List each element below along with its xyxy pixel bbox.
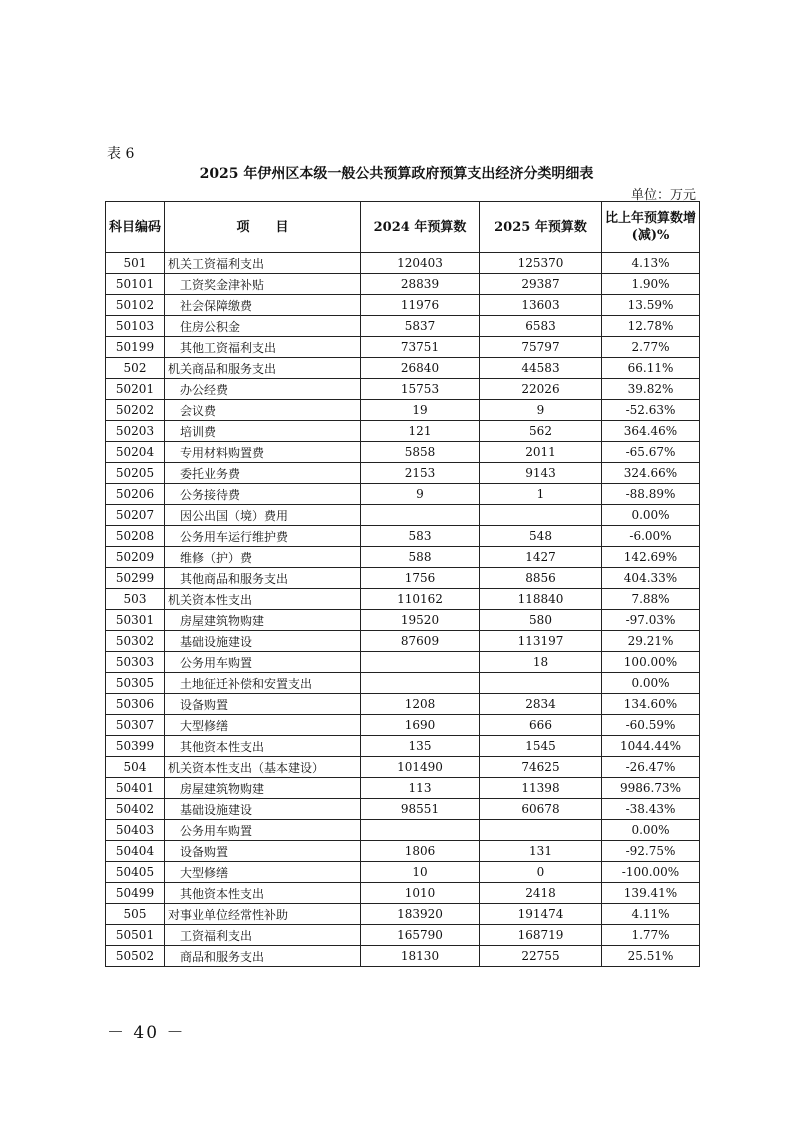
cell-2025-budget: 9 — [480, 400, 602, 421]
cell-code: 50101 — [106, 274, 165, 295]
cell-code: 505 — [106, 904, 165, 925]
cell-change-percent: 4.11% — [602, 904, 700, 925]
table-row — [106, 820, 700, 841]
cell-code: 50401 — [106, 778, 165, 799]
table-row — [106, 442, 700, 463]
cell-code: 503 — [106, 589, 165, 610]
table-row — [106, 295, 700, 316]
cell-2025-budget: 1 — [480, 484, 602, 505]
cell-change-percent: 142.69% — [602, 547, 700, 568]
cell-change-percent: 29.21% — [602, 631, 700, 652]
cell-item-name: 培训费 — [165, 421, 361, 442]
cell-code: 50204 — [106, 442, 165, 463]
cell-2024-budget: 28839 — [361, 274, 480, 295]
cell-item-name: 工资奖金津补贴 — [165, 274, 361, 295]
cell-2025-budget: 22755 — [480, 946, 602, 967]
cell-2024-budget: 18130 — [361, 946, 480, 967]
cell-2024-budget: 101490 — [361, 757, 480, 778]
cell-code: 50404 — [106, 841, 165, 862]
cell-change-percent: -97.03% — [602, 610, 700, 631]
cell-change-percent: 1.90% — [602, 274, 700, 295]
cell-2024-budget: 1208 — [361, 694, 480, 715]
cell-code: 50499 — [106, 883, 165, 904]
cell-item-name: 机关商品和服务支出 — [165, 358, 361, 379]
table-row — [106, 316, 700, 337]
cell-item-name: 公务接待费 — [165, 484, 361, 505]
table-row — [106, 904, 700, 925]
cell-2024-budget: 113 — [361, 778, 480, 799]
unit-label: 单位：万元 — [630, 188, 696, 203]
cell-2024-budget: 87609 — [361, 631, 480, 652]
cell-2024-budget: 98551 — [361, 799, 480, 820]
table-row — [106, 526, 700, 547]
cell-item-name: 设备购置 — [165, 694, 361, 715]
cell-code: 50206 — [106, 484, 165, 505]
cell-2025-budget: 29387 — [480, 274, 602, 295]
cell-2025-budget: 548 — [480, 526, 602, 547]
cell-item-name: 其他商品和服务支出 — [165, 568, 361, 589]
cell-2024-budget: 1806 — [361, 841, 480, 862]
page-title: 2025 年伊州区本级一般公共预算政府预算支出经济分类明细表 — [199, 166, 594, 182]
cell-2025-budget: 13603 — [480, 295, 602, 316]
cell-2025-budget: 11398 — [480, 778, 602, 799]
table-row — [106, 757, 700, 778]
cell-change-percent: 25.51% — [602, 946, 700, 967]
cell-code: 50305 — [106, 673, 165, 694]
cell-2025-budget: 9143 — [480, 463, 602, 484]
cell-2024-budget — [361, 673, 480, 694]
cell-change-percent: 404.33% — [602, 568, 700, 589]
cell-item-name: 房屋建筑物购建 — [165, 778, 361, 799]
cell-code: 501 — [106, 253, 165, 274]
cell-item-name: 其他资本性支出 — [165, 736, 361, 757]
cell-2025-budget: 168719 — [480, 925, 602, 946]
cell-item-name: 公务用车购置 — [165, 820, 361, 841]
table-row — [106, 358, 700, 379]
cell-change-percent: -100.00% — [602, 862, 700, 883]
cell-item-name: 住房公积金 — [165, 316, 361, 337]
cell-item-name: 基础设施建设 — [165, 631, 361, 652]
cell-2025-budget — [480, 505, 602, 526]
table-body — [106, 253, 700, 967]
cell-code: 50299 — [106, 568, 165, 589]
cell-code: 50403 — [106, 820, 165, 841]
table-row — [106, 547, 700, 568]
cell-item-name: 专用材料购置费 — [165, 442, 361, 463]
cell-item-name: 因公出国（境）费用 — [165, 505, 361, 526]
cell-change-percent: 7.88% — [602, 589, 700, 610]
cell-change-percent: 2.77% — [602, 337, 700, 358]
cell-item-name: 土地征迁补偿和安置支出 — [165, 673, 361, 694]
cell-2025-budget: 666 — [480, 715, 602, 736]
cell-2024-budget — [361, 820, 480, 841]
cell-code: 504 — [106, 757, 165, 778]
cell-code: 50207 — [106, 505, 165, 526]
table-row — [106, 862, 700, 883]
cell-change-percent: 0.00% — [602, 820, 700, 841]
cell-item-name: 公务用车购置 — [165, 652, 361, 673]
cell-code: 50306 — [106, 694, 165, 715]
table-row — [106, 673, 700, 694]
cell-change-percent: -92.75% — [602, 841, 700, 862]
cell-2024-budget: 120403 — [361, 253, 480, 274]
table-row — [106, 610, 700, 631]
cell-2025-budget: 2418 — [480, 883, 602, 904]
table-row — [106, 778, 700, 799]
cell-change-percent: 39.82% — [602, 379, 700, 400]
cell-2024-budget: 26840 — [361, 358, 480, 379]
cell-change-percent: 100.00% — [602, 652, 700, 673]
cell-code: 50502 — [106, 946, 165, 967]
header-item: 项 目 — [165, 202, 361, 253]
cell-2024-budget: 121 — [361, 421, 480, 442]
cell-2025-budget: 44583 — [480, 358, 602, 379]
cell-2024-budget: 183920 — [361, 904, 480, 925]
cell-2024-budget: 1010 — [361, 883, 480, 904]
cell-change-percent: 13.59% — [602, 295, 700, 316]
cell-item-name: 大型修缮 — [165, 715, 361, 736]
table-row — [106, 274, 700, 295]
cell-item-name: 公务用车运行维护费 — [165, 526, 361, 547]
cell-change-percent: -6.00% — [602, 526, 700, 547]
cell-change-percent: -65.67% — [602, 442, 700, 463]
table-row — [106, 421, 700, 442]
page-number: － 40 － — [107, 1023, 186, 1043]
cell-item-name: 基础设施建设 — [165, 799, 361, 820]
cell-item-name: 其他工资福利支出 — [165, 337, 361, 358]
table-row — [106, 589, 700, 610]
cell-2024-budget: 135 — [361, 736, 480, 757]
cell-change-percent: 9986.73% — [602, 778, 700, 799]
cell-2025-budget: 8856 — [480, 568, 602, 589]
cell-code: 50208 — [106, 526, 165, 547]
cell-code: 50202 — [106, 400, 165, 421]
cell-code: 50307 — [106, 715, 165, 736]
table-row — [106, 841, 700, 862]
cell-2025-budget: 1545 — [480, 736, 602, 757]
table-row — [106, 694, 700, 715]
cell-code: 50103 — [106, 316, 165, 337]
cell-code: 50199 — [106, 337, 165, 358]
cell-2024-budget: 1690 — [361, 715, 480, 736]
table-row — [106, 400, 700, 421]
cell-2025-budget: 131 — [480, 841, 602, 862]
budget-table — [105, 201, 700, 967]
cell-2025-budget — [480, 820, 602, 841]
cell-2024-budget: 110162 — [361, 589, 480, 610]
cell-2025-budget: 0 — [480, 862, 602, 883]
header-2025: 2025 年预算数 — [480, 202, 602, 253]
cell-2025-budget: 1427 — [480, 547, 602, 568]
cell-2025-budget: 113197 — [480, 631, 602, 652]
cell-2025-budget: 580 — [480, 610, 602, 631]
cell-change-percent: 66.11% — [602, 358, 700, 379]
table-row — [106, 736, 700, 757]
cell-2024-budget: 165790 — [361, 925, 480, 946]
cell-item-name: 对事业单位经常性补助 — [165, 904, 361, 925]
cell-code: 50209 — [106, 547, 165, 568]
cell-2024-budget: 19520 — [361, 610, 480, 631]
cell-change-percent: 4.13% — [602, 253, 700, 274]
cell-2025-budget: 74625 — [480, 757, 602, 778]
table-row — [106, 799, 700, 820]
cell-item-name: 工资福利支出 — [165, 925, 361, 946]
table-row — [106, 337, 700, 358]
table-row — [106, 946, 700, 967]
cell-item-name: 委托业务费 — [165, 463, 361, 484]
cell-change-percent: 139.41% — [602, 883, 700, 904]
cell-code: 50402 — [106, 799, 165, 820]
cell-code: 50399 — [106, 736, 165, 757]
cell-change-percent: 12.78% — [602, 316, 700, 337]
cell-change-percent: -52.63% — [602, 400, 700, 421]
cell-item-name: 维修（护）费 — [165, 547, 361, 568]
cell-2025-budget: 6583 — [480, 316, 602, 337]
cell-code: 50205 — [106, 463, 165, 484]
cell-change-percent: 324.66% — [602, 463, 700, 484]
cell-2024-budget: 15753 — [361, 379, 480, 400]
cell-code: 502 — [106, 358, 165, 379]
table-row — [106, 631, 700, 652]
cell-item-name: 机关工资福利支出 — [165, 253, 361, 274]
table-row — [106, 925, 700, 946]
cell-code: 50501 — [106, 925, 165, 946]
cell-2024-budget: 5858 — [361, 442, 480, 463]
cell-code: 50203 — [106, 421, 165, 442]
cell-item-name: 商品和服务支出 — [165, 946, 361, 967]
cell-item-name: 房屋建筑物购建 — [165, 610, 361, 631]
table-row — [106, 463, 700, 484]
cell-change-percent: 134.60% — [602, 694, 700, 715]
cell-2024-budget: 5837 — [361, 316, 480, 337]
cell-item-name: 机关资本性支出 — [165, 589, 361, 610]
header-2024: 2024 年预算数 — [361, 202, 480, 253]
cell-item-name: 社会保障缴费 — [165, 295, 361, 316]
cell-2024-budget: 588 — [361, 547, 480, 568]
cell-code: 50102 — [106, 295, 165, 316]
cell-2024-budget: 11976 — [361, 295, 480, 316]
cell-2025-budget: 125370 — [480, 253, 602, 274]
cell-2024-budget: 19 — [361, 400, 480, 421]
cell-change-percent: 0.00% — [602, 673, 700, 694]
cell-2025-budget: 562 — [480, 421, 602, 442]
table-row — [106, 253, 700, 274]
cell-2025-budget: 18 — [480, 652, 602, 673]
cell-code: 50303 — [106, 652, 165, 673]
cell-2025-budget: 75797 — [480, 337, 602, 358]
cell-code: 50301 — [106, 610, 165, 631]
table-row — [106, 484, 700, 505]
cell-change-percent: 0.00% — [602, 505, 700, 526]
table-label: 表 6 — [107, 146, 135, 162]
table-row — [106, 568, 700, 589]
cell-2025-budget: 2011 — [480, 442, 602, 463]
cell-code: 50201 — [106, 379, 165, 400]
cell-2025-budget: 191474 — [480, 904, 602, 925]
header-change: 比上年预算数增 (减)% — [602, 202, 700, 253]
cell-item-name: 大型修缮 — [165, 862, 361, 883]
table-row — [106, 883, 700, 904]
table-row — [106, 505, 700, 526]
cell-2024-budget: 583 — [361, 526, 480, 547]
cell-change-percent: 1.77% — [602, 925, 700, 946]
cell-item-name: 设备购置 — [165, 841, 361, 862]
cell-2024-budget: 2153 — [361, 463, 480, 484]
cell-item-name: 其他资本性支出 — [165, 883, 361, 904]
cell-change-percent: 1044.44% — [602, 736, 700, 757]
cell-2024-budget: 1756 — [361, 568, 480, 589]
cell-change-percent: -60.59% — [602, 715, 700, 736]
cell-code: 50302 — [106, 631, 165, 652]
table-header-row — [106, 202, 700, 253]
cell-code: 50405 — [106, 862, 165, 883]
cell-change-percent: -26.47% — [602, 757, 700, 778]
cell-item-name: 机关资本性支出（基本建设） — [165, 757, 361, 778]
cell-2025-budget: 118840 — [480, 589, 602, 610]
cell-2024-budget: 9 — [361, 484, 480, 505]
cell-2024-budget: 73751 — [361, 337, 480, 358]
header-code: 科目编码 — [106, 202, 165, 253]
cell-change-percent: -88.89% — [602, 484, 700, 505]
cell-2025-budget — [480, 673, 602, 694]
cell-2024-budget — [361, 652, 480, 673]
table-row — [106, 652, 700, 673]
cell-2024-budget: 10 — [361, 862, 480, 883]
cell-change-percent: -38.43% — [602, 799, 700, 820]
cell-2025-budget: 2834 — [480, 694, 602, 715]
cell-2025-budget: 22026 — [480, 379, 602, 400]
cell-2024-budget — [361, 505, 480, 526]
cell-change-percent: 364.46% — [602, 421, 700, 442]
cell-item-name: 办公经费 — [165, 379, 361, 400]
table-row — [106, 379, 700, 400]
table-row — [106, 715, 700, 736]
cell-item-name: 会议费 — [165, 400, 361, 421]
cell-2025-budget: 60678 — [480, 799, 602, 820]
